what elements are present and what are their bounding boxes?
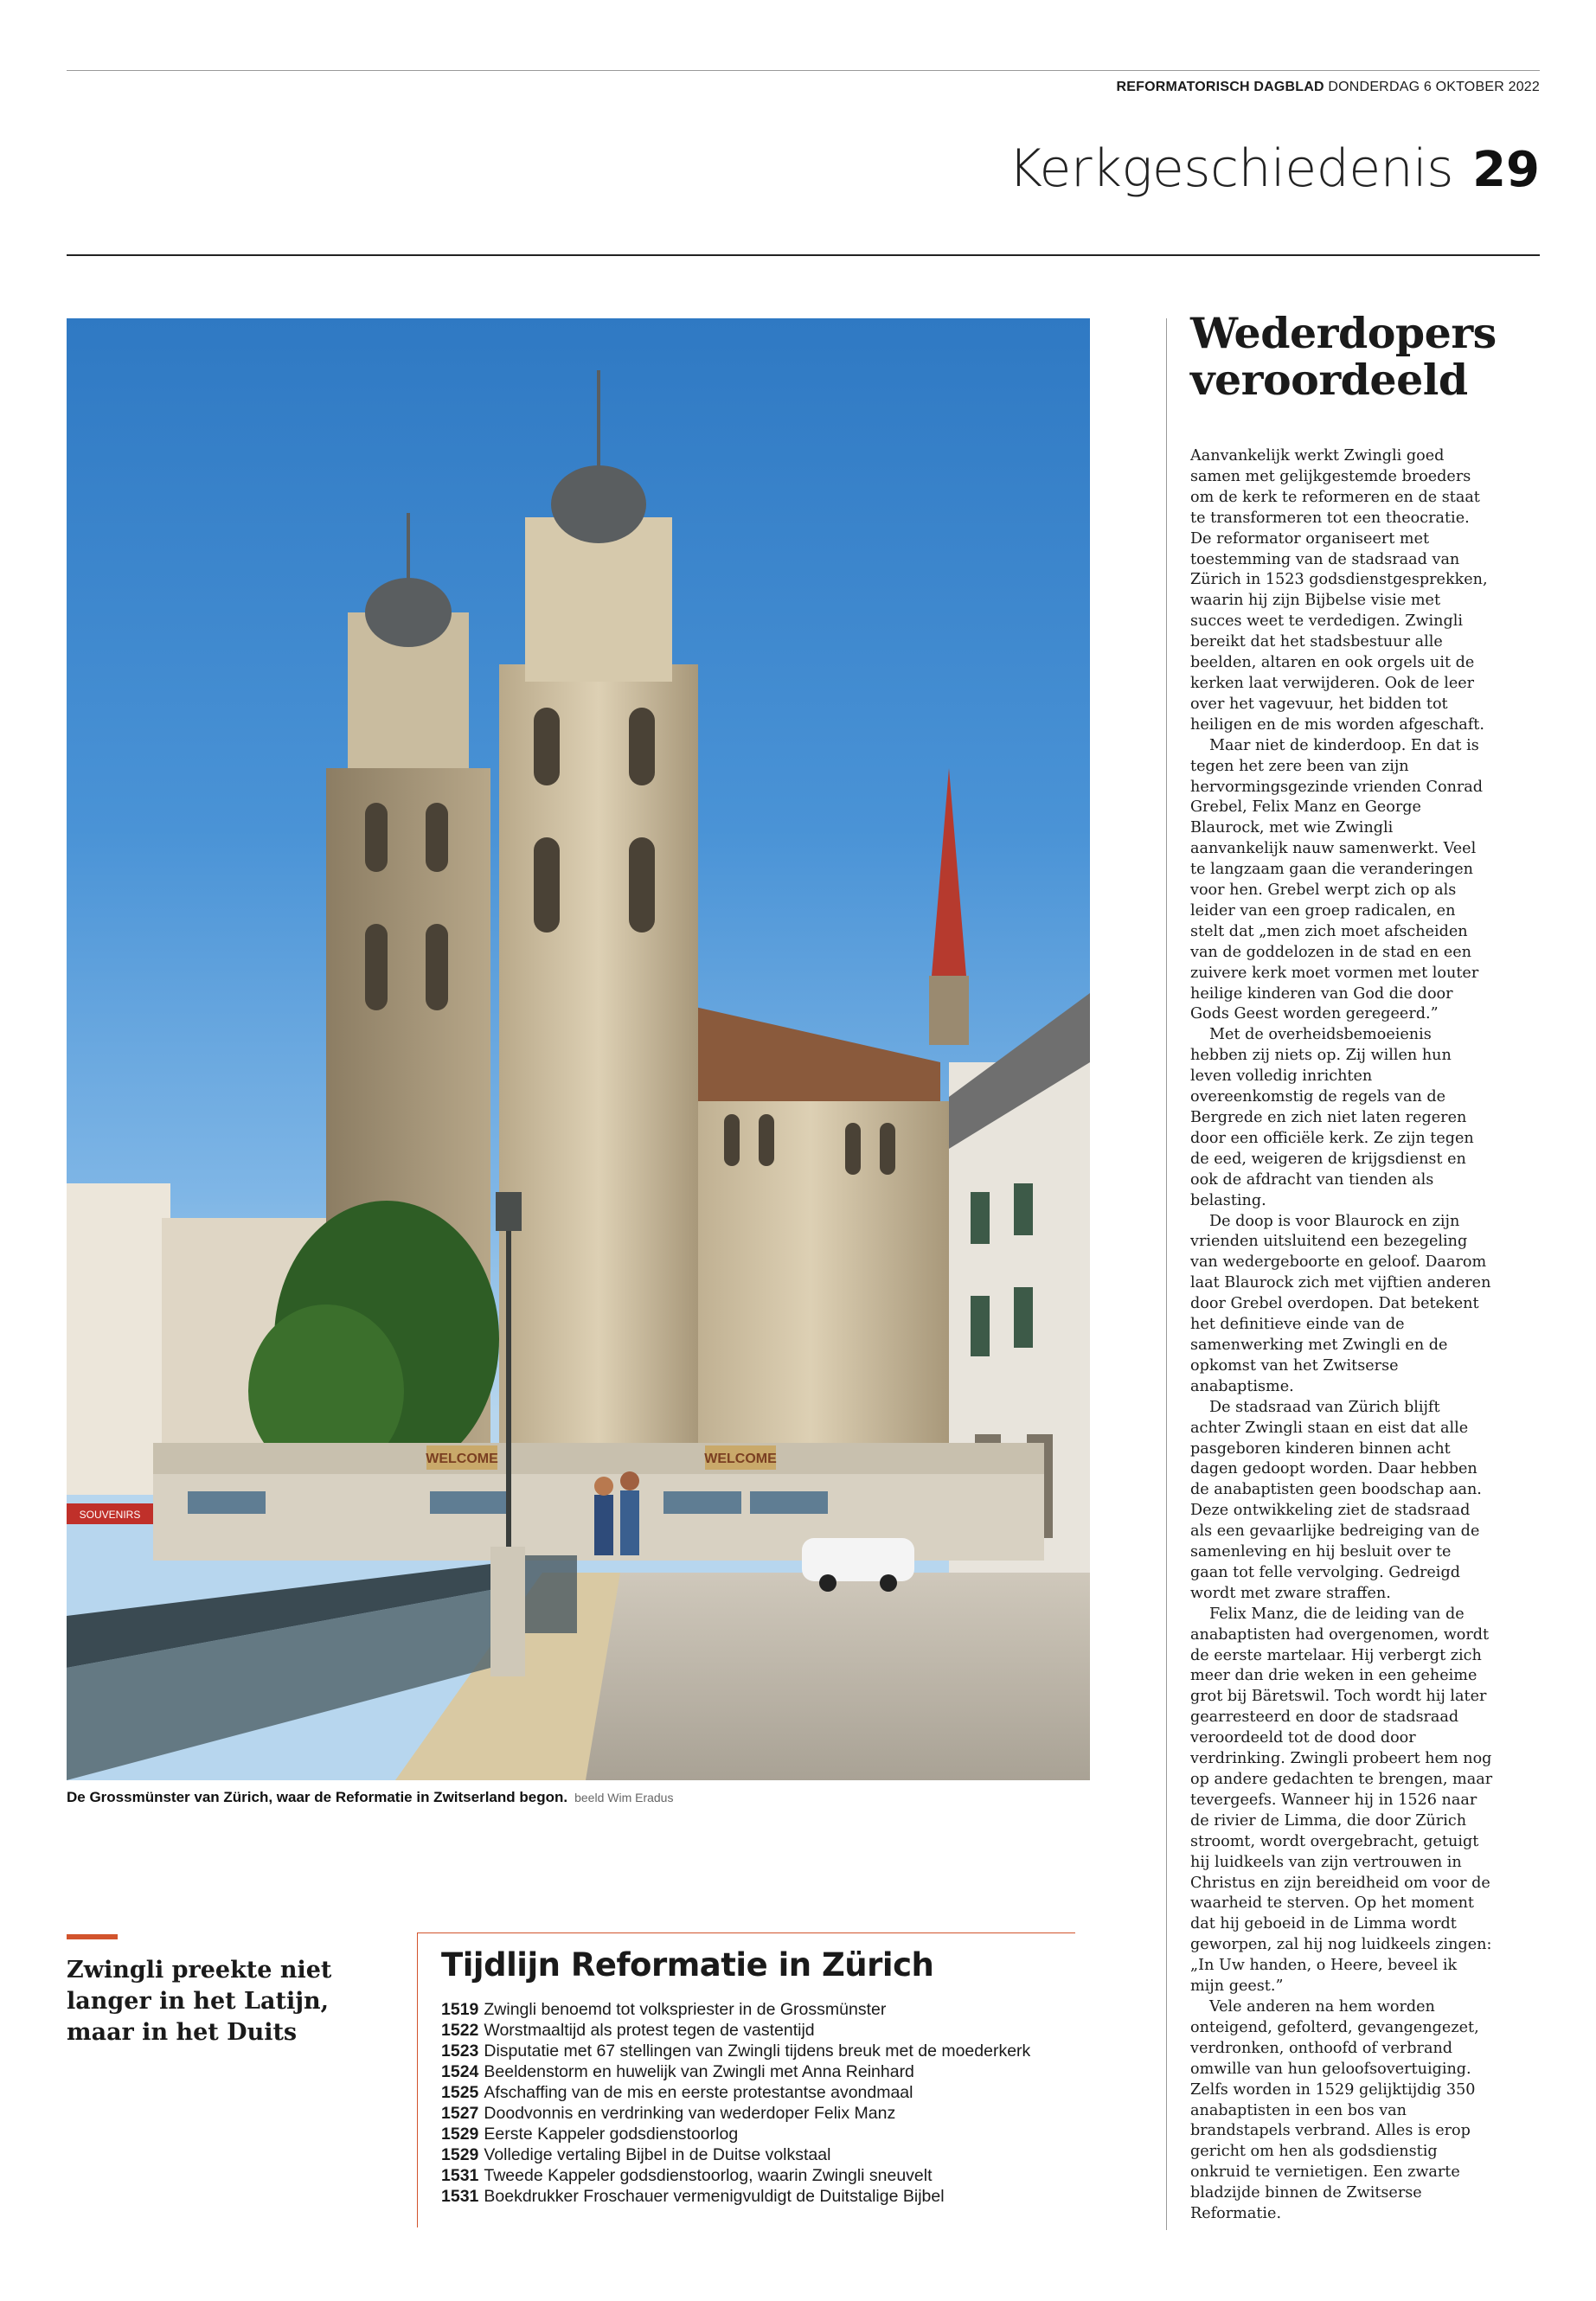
- section-title: Kerkgeschiedenis: [1008, 138, 1454, 199]
- timeline-text: Worstmaaltijd als protest tegen de vastentijd: [484, 2021, 815, 2040]
- timeline-entry: [441, 2103, 1099, 2124]
- timeline-year: 1524: [441, 2062, 479, 2081]
- masthead: [1117, 80, 1541, 95]
- timeline-text: Zwingli benoemd tot volkspriester in de Grossmünster: [484, 2000, 887, 2019]
- issue-date: DONDERDAG 6 OKTOBER 2022: [1328, 80, 1540, 94]
- timeline-year: 1527: [441, 2104, 479, 2123]
- article-body: [1190, 446, 1493, 2225]
- timeline-entry: [441, 2041, 1099, 2061]
- header-rule: [67, 254, 1540, 256]
- timeline-entry: [441, 2020, 1099, 2041]
- caption-text: De Grossmünster van Zürich, waar de Reformatie in Zwitserland begon.: [67, 1789, 568, 1805]
- timeline-text: Beeldenstorm en huwelijk van Zwingli met Anna Reinhard: [484, 2062, 914, 2081]
- paragraph: Met de overheidsbemoeienis hebben zij niets op. Zij willen hun leven volledig inrichten overeenkomstig de regels van de Bergrede en zich niet laten regeren door een officiële kerk. Ze zijn tegen de eed, weigeren de krijgsdienst en ook de afdracht van tienden als belasting.: [1190, 1026, 1474, 1209]
- timeline-year: 1525: [441, 2083, 479, 2102]
- timeline-entry: [441, 2061, 1099, 2082]
- paragraph: Vele anderen na hem worden onteigend, gefolterd, gevangengezet, verdronken, onthoofd of verbrand omwille van hun geloofsovertuiging. Zelfs worden in 1529 gelijktijdig 350 anabaptisten in een bos van brandstapels verbrand. Alles is erop gericht om hen als godsdienstig onkruid te vernietigen. Een zwarte bladzijde binnen de Zwitserse Reformatie.: [1190, 1997, 1479, 2223]
- timeline-box: [441, 1946, 1099, 2207]
- souvenir-sign: SOUVENIRS: [79, 1509, 141, 1521]
- timeline-year: 1523: [441, 2041, 479, 2061]
- welcome-sign-1: WELCOME: [426, 1452, 498, 1466]
- top-rule: [67, 70, 1540, 71]
- column-divider: [1166, 318, 1167, 2230]
- timeline-entry: [441, 2124, 1099, 2144]
- welcome-sign-2: WELCOME: [704, 1452, 777, 1466]
- paragraph: De stadsraad van Zürich blijft achter Zwingli staan en eist dat alle pasgeboren kinderen binnen acht dagen gedoopt worden. Daar hebben de anabaptisten geen boodschap aan. Deze ontwikkeling ziet de stadsraad als een gevaarlijke bedreiging van de samenleving en hij besluit over te gaan tot felle vervolging. Gedreigd wordt met zware straffen.: [1190, 1398, 1482, 1602]
- timeline-text: Doodvonnis en verdrinking van wederdoper Felix Manz: [484, 2104, 896, 2123]
- paragraph: Felix Manz, die de leiding van de anabaptisten had overgenomen, wordt de eerste martelaar. Hij verbergt zich meer dan drie weken in een geheime grot bij Bäretswil. Toch wordt hij later gearresteerd en door de stadsraad veroordeeld tot de dood door verdrinking. Zwingli probeert hem nog op andere gedachten te brengen, maar tevergeefs. Wanneer hij in 1526 naar de rivier de Limma, die door Zürich stroomt, wordt overgebracht, getuigt hij luidkeels van zijn vertrouwen in Christus en zijn bereidheid om voor de waarheid te sterven. Op het moment dat hij geboeid in de Limma wordt geworpen, zal hij nog luidkeels zingen: „In Uw handen, o Heere, beveel ik mijn geest.”: [1190, 1605, 1493, 1996]
- paper-name: REFORMATORISCH DAGBLAD: [1116, 80, 1324, 94]
- timeline-year: 1529: [441, 2125, 479, 2144]
- paragraph: Maar niet de kinderdoop. En dat is tegen het zere been van zijn hervormingsgezinde vrienden Conrad Grebel, Felix Manz en George Blaurock, met wie Zwingli aanvankelijk nauw samenwerkt. Veel te langzaam gaan die veranderingen voor hen. Grebel werpt zich op als leider van een groep radicalen, en stelt dat „men zich moet afscheiden van de goddelozen in de stad en een zuivere kerk moet vormen met louter heilige kinderen van God die door Gods Geest worden geregeerd.”: [1190, 736, 1484, 1023]
- timeline-entry: [441, 2144, 1099, 2165]
- timeline-year: 1519: [441, 2000, 479, 2019]
- timeline-entry: [441, 2082, 1099, 2103]
- timeline-text: Eerste Kappeler godsdienstoorlog: [484, 2125, 739, 2144]
- page-number: 29: [1472, 142, 1540, 198]
- timeline-text: Boekdrukker Froschauer vermenigvuldigt de Duitstalige Bijbel: [484, 2187, 945, 2206]
- pull-quote: Zwingli preekte niet langer in het Latijn, maar in het Duits: [67, 1957, 332, 2046]
- timeline-text: Disputatie met 67 stellingen van Zwingli tijdens breuk met de moederkerk: [484, 2041, 1031, 2061]
- timeline-text: Tweede Kappeler godsdienstoorlog, waarin Zwingli sneuvelt: [484, 2166, 933, 2185]
- timeline-year: 1531: [441, 2166, 479, 2185]
- timeline-text: Afschaffing van de mis en eerste protestantse avondmaal: [484, 2083, 913, 2102]
- timeline-text: Volledige vertaling Bijbel in de Duitse volkstaal: [484, 2145, 831, 2164]
- grossmunster-photo: [67, 318, 1090, 1780]
- photo-caption: [67, 1789, 673, 1806]
- timeline-entry: [441, 1999, 1099, 2020]
- article-headline: Wederdopers veroordeeld: [1190, 308, 1497, 405]
- timeline-entry: [441, 2186, 1099, 2207]
- timeline-year: 1529: [441, 2145, 479, 2164]
- timeline-title: Tijdlijn Reformatie in Zürich: [441, 1946, 934, 1984]
- timeline-entry: [441, 2165, 1099, 2186]
- quote-accent-bar: [67, 1934, 118, 1939]
- photo-credit: beeld Wim Eradus: [574, 1791, 674, 1804]
- paragraph: De doop is voor Blaurock en zijn vrienden uitsluitend een bezegeling van wedergeboorte en geloof. Daarom laat Blaurock zich met vijftien anderen door Grebel overdopen. Dat betekent het definitieve einde van de samenwerking met Zwingli en de opkomst van het Zwitserse anabaptisme.: [1190, 1212, 1491, 1395]
- article: [1190, 308, 1497, 2225]
- timeline-year: 1531: [441, 2187, 479, 2206]
- timeline-year: 1522: [441, 2021, 479, 2040]
- paragraph: Aanvankelijk werkt Zwingli goed samen met gelijkgestemde broeders om de kerk te reformeren en de staat te transformeren tot een theocratie. De reformator organiseert met toestemming van de stadsraad van Zürich in 1523 godsdienstgesprekken, waarin hij zijn Bijbelse visie met succes weet te verdedigen. Zwingli bereikt dat het stadsbestuur alle beelden, altaren en ook orgels uit de kerken laat verwijderen. Ook de leer over het vagevuur, het bidden tot heiligen en de mis worden afgeschaft.: [1190, 447, 1488, 734]
- section-header: [1009, 138, 1540, 199]
